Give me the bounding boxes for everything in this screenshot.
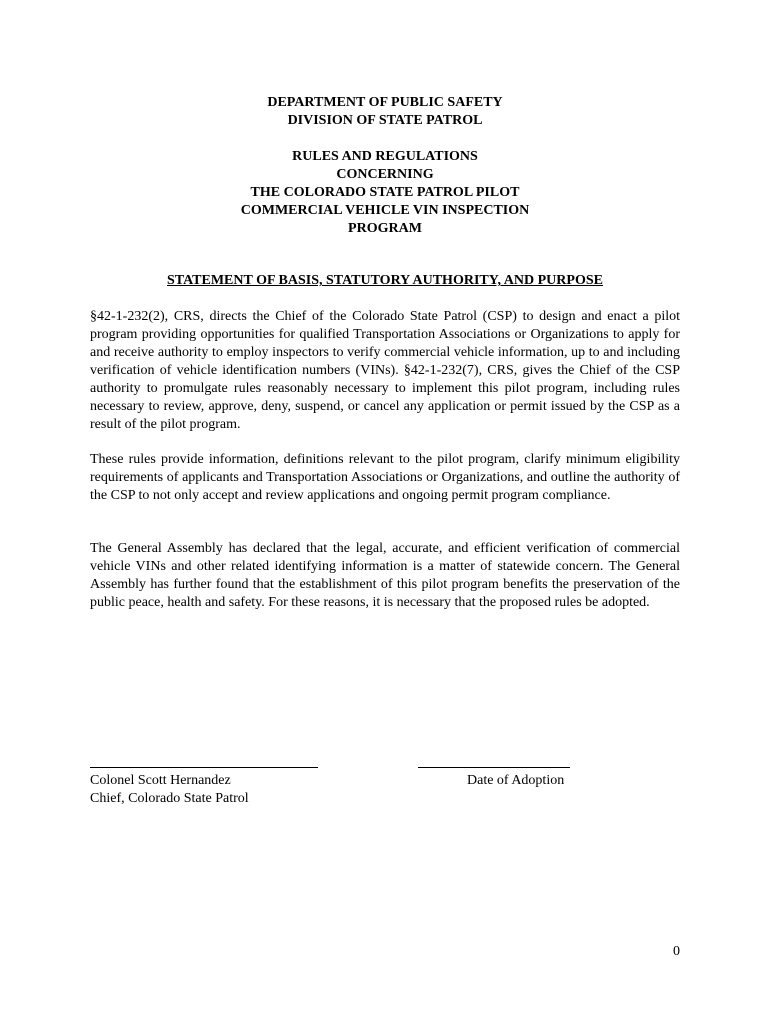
page-number: 0 bbox=[673, 944, 680, 959]
statement-heading: STATEMENT OF BASIS, STATUTORY AUTHORITY, AND PURPOSE bbox=[167, 273, 603, 288]
signer-name: Colonel Scott Hernandez bbox=[90, 773, 231, 788]
paragraph-statutory-authority: §42-1-232(2), CRS, directs the Chief of the Colorado State Patrol (CSP) to design and enact a pilot program providing opportunities for qualified Transportation Associations or Organizations to apply for and receive authority to employ inspectors to verify commercial vehicle information, up to and including verification of vehicle identification numbers (VINs). §42-1-232(7), CRS, gives the Chief of the CSP authority to promulgate rules reasonably necessary to implement this pilot program, including rules necessary to review, approve, deny, suspend, or cancel any application or permit issued by the CSP as a result of the pilot program. bbox=[90, 309, 680, 432]
signer-title: Chief, Colorado State Patrol bbox=[90, 791, 249, 806]
date-line bbox=[418, 767, 570, 768]
title-line-1: RULES AND REGULATIONS bbox=[292, 149, 478, 164]
division-name: DIVISION OF STATE PATROL bbox=[287, 113, 483, 128]
date-of-adoption-label: Date of Adoption bbox=[467, 773, 565, 788]
title-line-3: THE COLORADO STATE PATROL PILOT bbox=[250, 185, 520, 200]
document-title bbox=[90, 148, 680, 238]
title-line-5: PROGRAM bbox=[348, 221, 422, 236]
paragraph-general-assembly: The General Assembly has declared that the legal, accurate, and efficient verification of commercial vehicle VINs and other related identifying information is a matter of statewide concern. The General Assembly has further found that the establishment of this pilot program benefits the preservation of the public peace, health and safety. For these reasons, it is necessary that the proposed rules be adopted. bbox=[90, 541, 680, 610]
title-line-2: CONCERNING bbox=[336, 167, 434, 182]
title-line-4: COMMERCIAL VEHICLE VIN INSPECTION bbox=[240, 203, 530, 218]
signature-line bbox=[90, 767, 318, 768]
department-header bbox=[90, 94, 680, 130]
paragraph-rules-purpose: These rules provide information, definitions relevant to the pilot program, clarify minimum eligibility requirements of applicants and Transportation Associations or Organizations, and outline the authority of the CSP to not only accept and review applications and ongoing permit program compliance. bbox=[90, 452, 680, 503]
department-name: DEPARTMENT OF PUBLIC SAFETY bbox=[267, 95, 503, 110]
